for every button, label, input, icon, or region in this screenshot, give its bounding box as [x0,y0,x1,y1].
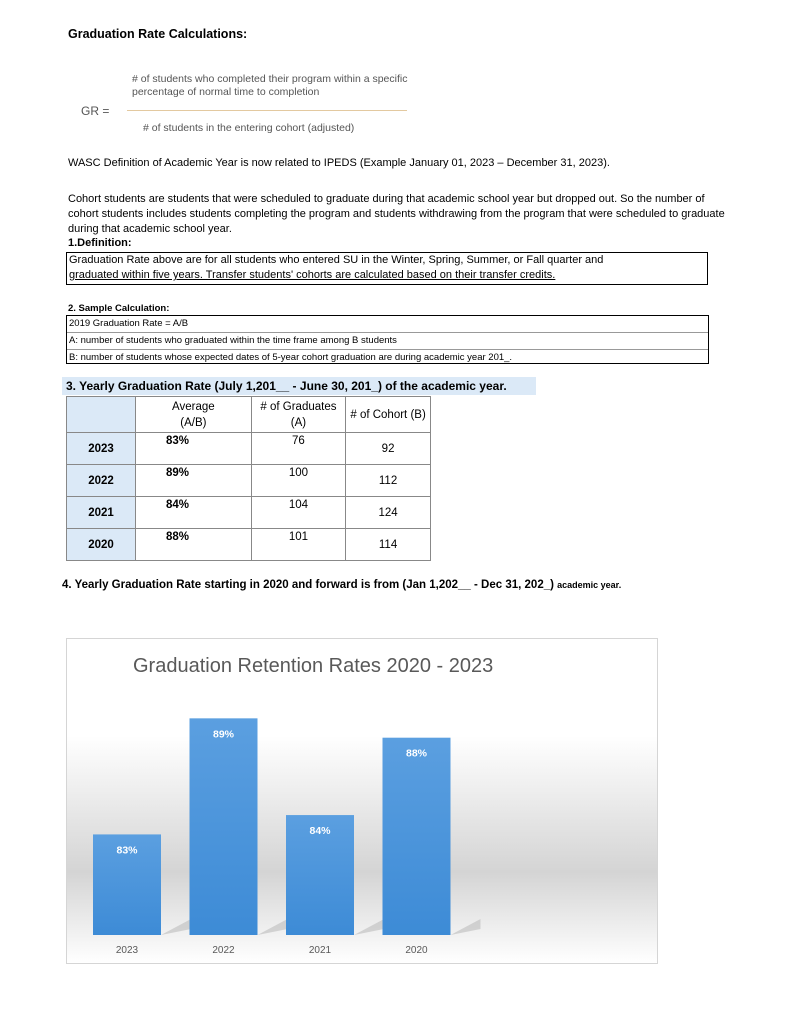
sample-row: B: number of students whose expected dates of 5-year cohort graduation are during academic year 201_. [69,352,513,363]
x-tick-label: 2022 [212,945,235,956]
graduation-table [66,396,431,561]
bars-group [93,718,481,956]
table-row [67,497,431,529]
rate-2020-heading [62,579,621,591]
average-header [135,397,251,433]
bar-2020 [383,738,451,935]
cohort-description: Cohort students are students that were scheduled to graduate during that academic school year but dropped out. So the number of cohort students includes students completing the program and students withdrawing from the program that were scheduled to graduate during that academic school year. [68,193,725,235]
bar-shadow [258,919,288,935]
definition-heading: 1.Definition: [68,237,132,249]
x-tick-label: 2021 [308,945,332,956]
sample-row: A: number of students who graduated within the time frame among B students [67,333,708,350]
formula-denominator: # of students in the entering cohort (adjusted) [143,122,355,134]
bar-shadow [161,919,191,935]
graduates-cell: 76 [251,433,345,465]
table-row [67,465,431,497]
formula-label: GR = [81,104,110,118]
graduates-cell: 101 [251,529,345,561]
table-row [67,433,431,465]
graduates-cell: 104 [251,497,345,529]
cohort-cell: 112 [346,465,431,497]
year-header [67,397,136,433]
bar-2022 [190,718,258,935]
year-cell: 2023 [67,433,136,465]
year-cell: 2021 [67,497,136,529]
cohort-header: # of Cohort (B) [346,397,431,433]
rate-2020-suffix: academic year. [557,580,622,590]
formula-numerator: # of students who completed their program within a specific percentage of normal time to completion [132,73,408,98]
page-title: Graduation Rate Calculations: [68,27,248,41]
bar-shadow [354,919,384,935]
average-header-line2: (A/B) [180,416,207,429]
chart-title: Graduation Retention Rates 2020 - 2023 [133,655,494,677]
graduates-header-line1: # of Graduates [260,400,337,413]
bar-data-label: 84% [309,825,331,838]
cohort-cell: 92 [346,433,431,465]
year-cell: 2020 [67,529,136,561]
definition-line-1: Graduation Rate above are for all students who entered SU in the Winter, Spring, Summer, or Fall quarter and [69,254,604,266]
sample-heading: 2. Sample Calculation: [68,303,170,314]
bar-shadow [451,919,481,935]
retention-chart-svg [67,639,659,965]
cohort-cell: 124 [346,497,431,529]
average-cell: 88% [135,529,251,561]
sample-calculation-box [66,315,709,364]
average-header-line1: Average [172,400,215,413]
year-cell: 2022 [67,465,136,497]
bar-data-label: 83% [116,844,138,857]
sample-row: 2019 Graduation Rate = A/B [67,316,708,333]
graduates-header-line2: (A) [290,416,307,429]
definition-line-2: graduated within five years. Transfer students' cohorts are calculated based on their transfer credits. [69,269,556,281]
graduates-cell: 100 [251,465,345,497]
cohort-cell: 114 [346,529,431,561]
average-cell: 89% [135,465,251,497]
wasc-definition: WASC Definition of Academic Year is now related to IPEDS (Example January 01, 2023 – December 31, 2023). [68,157,610,169]
retention-chart [66,638,658,964]
graduates-header [251,397,345,433]
yearly-rate-heading: 3. Yearly Graduation Rate (July 1,201__ - June 30, 201_) of the academic year. [62,377,536,395]
average-cell: 83% [135,433,251,465]
bar-data-label: 89% [212,728,235,741]
table-header-row [67,397,431,433]
bar-data-label: 88% [405,747,428,760]
x-tick-label: 2023 [115,945,139,956]
table-row [67,529,431,561]
formula-fraction-line [127,110,407,111]
rate-2020-main: 4. Yearly Graduation Rate starting in 2020 and forward is from (Jan 1,202__ - Dec 31, 202_) [62,579,554,591]
definition-box [66,252,708,285]
x-tick-label: 2020 [405,945,428,956]
average-cell: 84% [135,497,251,529]
